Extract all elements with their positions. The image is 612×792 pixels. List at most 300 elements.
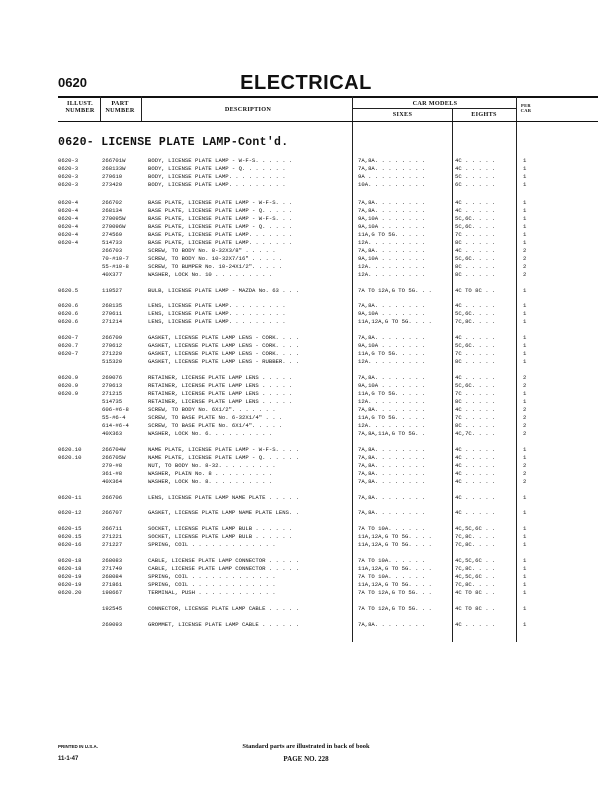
cell-part: 192545 xyxy=(102,605,123,612)
cell-sixes: 7A,8A. . . . . . . . xyxy=(358,157,426,164)
cell-eights: 7C . . . . . xyxy=(455,390,496,397)
cell-eights: 4C,7C. . . . xyxy=(455,430,496,437)
cell-eights: 8C . . . . . xyxy=(455,422,496,429)
cell-part: 279-#8 xyxy=(102,462,123,469)
cell-sixes: 11A,G TO 5G. . . . . xyxy=(358,231,426,238)
table-row xyxy=(0,287,612,295)
cell-per: 1 xyxy=(523,223,527,230)
cell-desc: RETAINER, LICENSE PLATE LAMP LENS . . . . . xyxy=(148,390,293,397)
cell-desc: SPRING, COIL . . . . . . . . . . . . . xyxy=(148,573,276,580)
cell-per: 1 xyxy=(523,173,527,180)
cell-desc: GROMMET, LICENSE PLATE LAMP CABLE . . . . . . xyxy=(148,621,300,628)
cell-part: 268083 xyxy=(102,557,123,564)
cell-part: 110527 xyxy=(102,287,123,294)
header-divider xyxy=(516,96,517,121)
cell-part: 55-#6-4 xyxy=(102,414,126,421)
cell-per: 1 xyxy=(523,310,527,317)
cell-desc: BASE PLATE, LICENSE PLATE LAMP - W-F-S. . . xyxy=(148,215,293,222)
cell-eights: 4C,5C,6C . . xyxy=(455,557,496,564)
cell-part: 273420 xyxy=(102,181,123,188)
cell-desc: CABLE, LICENSE PLATE LAMP CONNECTOR . . . . . xyxy=(148,565,300,572)
header-bottom-rule xyxy=(58,121,598,122)
cell-sixes: 9A,10A . . . . . . . xyxy=(358,310,426,317)
page-title: ELECTRICAL xyxy=(240,72,372,94)
cell-sixes: 7A,8A. . . . . . . . xyxy=(358,621,426,628)
cell-part: 268134 xyxy=(102,207,123,214)
cell-desc: GASKET, LICENSE PLATE LAMP LENS - RUBBER. . . xyxy=(148,358,300,365)
cell-part: 266701W xyxy=(102,157,126,164)
cell-sixes: 11A,12A,G TO 5G. . . . xyxy=(358,565,432,572)
cell-eights: 4C . . . . . xyxy=(455,199,496,206)
cell-per: 1 xyxy=(523,318,527,325)
cell-part: 271861 xyxy=(102,581,123,588)
cell-part: 266709 xyxy=(102,334,123,341)
table-row xyxy=(0,430,612,438)
cell-sixes: 7A TO 10A. . . . . . xyxy=(358,525,426,532)
cell-eights: 4C . . . . . xyxy=(455,470,496,477)
cell-sixes: 10A. . . . . . . . . xyxy=(358,181,426,188)
cell-desc: WASHER, LOCK No. 10 . . . . . . . . . xyxy=(148,271,273,278)
table-row xyxy=(0,557,612,565)
cell-desc: SOCKET, LICENSE PLATE LAMP BULB . . . . . . xyxy=(148,525,293,532)
cell-sixes: 12A. . . . . . . . . xyxy=(358,422,426,429)
table-row xyxy=(0,350,612,358)
cell-sixes: 11A,12A,G TO 5G. . . . xyxy=(358,581,432,588)
cell-per: 2 xyxy=(523,422,527,429)
cell-eights: 5C,6C. . . . xyxy=(455,342,496,349)
cell-part: 266706 xyxy=(102,494,123,501)
cell-sixes: 7A TO 12A,G TO 5G. . . xyxy=(358,287,432,294)
cell-eights: 7C,8C. . . . xyxy=(455,581,496,588)
cell-per: 1 xyxy=(523,231,527,238)
section-code: 0620 xyxy=(58,75,87,90)
cell-sixes: 9A,10A . . . . . . . xyxy=(358,382,426,389)
cell-illus: 0620.6 xyxy=(58,310,79,317)
cell-per: 1 xyxy=(523,581,527,588)
page-number: PAGE NO. 228 xyxy=(283,755,329,763)
cell-illus: 0620.15 xyxy=(58,533,82,540)
col-header-sixes: SIXES xyxy=(392,111,413,118)
cell-per: 1 xyxy=(523,446,527,453)
cell-part: 271749 xyxy=(102,565,123,572)
table-row xyxy=(0,382,612,390)
cell-sixes: 7A,8A. . . . . . . . xyxy=(358,165,426,172)
cell-per: 2 xyxy=(523,271,527,278)
cell-eights: 8C . . . . . xyxy=(455,263,496,270)
cell-per: 1 xyxy=(523,239,527,246)
cell-eights: 8C . . . . . xyxy=(455,239,496,246)
table-row xyxy=(0,414,612,422)
cell-per: 1 xyxy=(523,157,527,164)
table-row xyxy=(0,605,612,613)
header-divider xyxy=(141,96,142,121)
cell-illus: 0620.6 xyxy=(58,318,79,325)
cell-illus: 0620-18 xyxy=(58,557,82,564)
cell-eights: 5C,6C. . . . xyxy=(455,310,496,317)
cell-per: 1 xyxy=(523,358,527,365)
cell-sixes: 9A,10A . . . . . . . xyxy=(358,215,426,222)
cell-part: 514733 xyxy=(102,239,123,246)
cell-desc: BASE PLATE, LICENSE PLATE LAMP. . . . . . . xyxy=(148,231,293,238)
cell-desc: SCREW, TO BASE PLATE No. 6-32X1/4" . . . xyxy=(148,414,283,421)
cell-eights: 4C . . . . . xyxy=(455,406,496,413)
cell-desc: BASE PLATE, LICENSE PLATE LAMP - Q. . . . . xyxy=(148,223,293,230)
table-row xyxy=(0,310,612,318)
cell-part: 514735 xyxy=(102,398,123,405)
cell-eights: 4C . . . . . xyxy=(455,621,496,628)
cell-part: 268133W xyxy=(102,165,126,172)
cell-sixes: 12A. . . . . . . . . xyxy=(358,271,426,278)
cell-desc: SCREW, TO BUMPER No. 10-24X1/2". . . . . xyxy=(148,263,283,270)
table-row xyxy=(0,231,612,239)
table-row xyxy=(0,470,612,478)
table-row xyxy=(0,454,612,462)
cell-desc: GASKET, LICENSE PLATE LAMP NAME PLATE LENS. . xyxy=(148,509,300,516)
cell-desc: NUT, TO BODY No. 8-32. . . . . . . . . xyxy=(148,462,276,469)
cell-per: 2 xyxy=(523,247,527,254)
cell-desc: SOCKET, LICENSE PLATE LAMP BULB . . . . . . xyxy=(148,533,293,540)
cell-eights: 4C TO 8C . . xyxy=(455,589,496,596)
cell-part: 268135 xyxy=(102,302,123,309)
cell-part: 198667 xyxy=(102,589,123,596)
header-subrule xyxy=(352,108,516,109)
table-row xyxy=(0,478,612,486)
cell-per: 1 xyxy=(523,605,527,612)
cell-eights: 4C . . . . . xyxy=(455,494,496,501)
cell-eights: 4C . . . . . xyxy=(455,454,496,461)
cell-desc: CONNECTOR, LICENSE PLATE LAMP CABLE . . . . . xyxy=(148,605,300,612)
cell-per: 1 xyxy=(523,302,527,309)
cell-eights: 7C,8C. . . . xyxy=(455,533,496,540)
cell-desc: NAME PLATE, LICENSE PLATE LAMP - Q. . . . . . xyxy=(148,454,300,461)
cell-per: 1 xyxy=(523,589,527,596)
cell-eights: 4C TO 8C . . xyxy=(455,605,496,612)
cell-sixes: 9A,10A . . . . . . . xyxy=(358,255,426,262)
cell-part: 271220 xyxy=(102,350,123,357)
cell-desc: SCREW, TO BODY No. 10-32X7/16" . . . . . xyxy=(148,255,283,262)
cell-eights: 7C . . . . . xyxy=(455,414,496,421)
cell-desc: BASE PLATE, LICENSE PLATE LAMP - W-F-S. . . xyxy=(148,199,293,206)
cell-per: 1 xyxy=(523,287,527,294)
cell-per: 1 xyxy=(523,573,527,580)
cell-per: 1 xyxy=(523,525,527,532)
cell-sixes: 7A,8A. . . . . . . . xyxy=(358,494,426,501)
cell-desc: SCREW, TO BODY No. 6X1/2". . . . . . . xyxy=(148,406,276,413)
table-row xyxy=(0,181,612,189)
cell-per: 1 xyxy=(523,165,527,172)
cell-illus: 0620-4 xyxy=(58,215,79,222)
cell-desc: SPRING, COIL . . . . . . . . . . . . . xyxy=(148,581,276,588)
cell-per: 1 xyxy=(523,557,527,564)
cell-per: 2 xyxy=(523,263,527,270)
cell-per: 1 xyxy=(523,342,527,349)
cell-per: 2 xyxy=(523,255,527,262)
table-row xyxy=(0,358,612,366)
col-header-part: PART NUMBER xyxy=(105,100,135,114)
cell-per: 2 xyxy=(523,374,527,381)
cell-eights: 8C . . . . . xyxy=(455,398,496,405)
cell-desc: SCREW, TO BASE PLATE No. 6X1/4". . . . . xyxy=(148,422,283,429)
cell-sixes: 11A,G TO 5G. . . . . xyxy=(358,414,426,421)
cell-per: 1 xyxy=(523,454,527,461)
cell-illus: 0620-7 xyxy=(58,334,79,341)
cell-desc: LENS, LICENSE PLATE LAMP. . . . . . . . . xyxy=(148,310,286,317)
table-row xyxy=(0,157,612,165)
cell-sixes: 7A TO 10A. . . . . . xyxy=(358,573,426,580)
table-row xyxy=(0,541,612,549)
cell-sixes: 7A,8A. . . . . . . . xyxy=(358,454,426,461)
table-row xyxy=(0,342,612,350)
table-row xyxy=(0,199,612,207)
cell-part: 270611 xyxy=(102,310,123,317)
cell-desc: GASKET, LICENSE PLATE LAMP LENS - CORK. . . . xyxy=(148,350,300,357)
table-row xyxy=(0,165,612,173)
cell-eights: 7C,8C. . . . xyxy=(455,541,496,548)
cell-illus: 0620-4 xyxy=(58,199,79,206)
cell-desc: GASKET, LICENSE PLATE LAMP LENS - CORK. . . . xyxy=(148,334,300,341)
cell-per: 1 xyxy=(523,181,527,188)
cell-sixes: 12A. . . . . . . . . xyxy=(358,358,426,365)
cell-desc: SPRING, COIL . . . . . . . . . . . . . xyxy=(148,541,276,548)
cell-illus: 0620.6 xyxy=(58,302,79,309)
section-heading: 0620- LICENSE PLATE LAMP-Cont'd. xyxy=(58,136,289,149)
cell-illus: 0620-3 xyxy=(58,173,79,180)
cell-part: 269076 xyxy=(102,374,123,381)
cell-part: 270610 xyxy=(102,173,123,180)
cell-illus: 0620.10 xyxy=(58,446,82,453)
cell-part: 274569 xyxy=(102,231,123,238)
cell-sixes: 7A,8A. . . . . . . . xyxy=(358,462,426,469)
cell-part: 266704W xyxy=(102,446,126,453)
cell-eights: 5C,6C. . . . xyxy=(455,382,496,389)
cell-sixes: 9A . . . . . . . . . xyxy=(358,173,426,180)
cell-desc: LENS, LICENSE PLATE LAMP. . . . . . . . . xyxy=(148,318,286,325)
cell-eights: 4C . . . . . xyxy=(455,302,496,309)
cell-per: 1 xyxy=(523,207,527,214)
cell-eights: 8C . . . . . xyxy=(455,271,496,278)
cell-desc: WASHER, LOCK No. 8. . . . . . . . . . xyxy=(148,478,273,485)
cell-part: 606-#6-8 xyxy=(102,406,129,413)
cell-sixes: 7A,8A. . . . . . . . xyxy=(358,509,426,516)
table-row xyxy=(0,334,612,342)
cell-sixes: 7A,8A. . . . . . . . xyxy=(358,334,426,341)
table-row xyxy=(0,302,612,310)
table-row xyxy=(0,239,612,247)
cell-eights: 4C . . . . . xyxy=(455,446,496,453)
cell-part: 515320 xyxy=(102,358,123,365)
cell-desc: BODY, LICENSE PLATE LAMP. . . . . . . . . xyxy=(148,173,286,180)
cell-desc: BASE PLATE, LICENSE PLATE LAMP. . . . . . . xyxy=(148,239,293,246)
cell-part: 361-#8 xyxy=(102,470,123,477)
cell-part: 40X364 xyxy=(102,478,123,485)
cell-illus: 0620-12 xyxy=(58,509,82,516)
cell-desc: CABLE, LICENSE PLATE LAMP CONNECTOR . . . . . xyxy=(148,557,300,564)
cell-eights: 4C . . . . . xyxy=(455,165,496,172)
table-row xyxy=(0,215,612,223)
cell-part: 270095W xyxy=(102,215,126,222)
table-row xyxy=(0,573,612,581)
table-row xyxy=(0,462,612,470)
cell-desc: BULB, LICENSE PLATE LAMP - MAZDA No. 63 . . . xyxy=(148,287,300,294)
cell-desc: WASHER, LOCK No. 6. . . . . . . . . . xyxy=(148,430,273,437)
cell-illus: 0620.10 xyxy=(58,454,82,461)
cell-eights: 4C . . . . . xyxy=(455,157,496,164)
cell-part: 268084 xyxy=(102,573,123,580)
cell-sixes: 9A,10A . . . . . . . xyxy=(358,342,426,349)
cell-sixes: 12A. . . . . . . . . xyxy=(358,398,426,405)
cell-desc: BASE PLATE, LICENSE PLATE LAMP - Q. . . . . xyxy=(148,207,293,214)
cell-part: 266711 xyxy=(102,525,123,532)
header-divider xyxy=(452,108,453,121)
cell-per: 2 xyxy=(523,414,527,421)
cell-per: 1 xyxy=(523,199,527,206)
cell-eights: 4C . . . . . xyxy=(455,334,496,341)
cell-illus: 0620-4 xyxy=(58,223,79,230)
cell-part: 266703 xyxy=(102,247,123,254)
cell-sixes: 7A,8A. . . . . . . . xyxy=(358,470,426,477)
cell-sixes: 7A,8A. . . . . . . . xyxy=(358,406,426,413)
cell-part: 270613 xyxy=(102,382,123,389)
cell-illus: 0620-16 xyxy=(58,541,82,548)
cell-desc: GASKET, LICENSE PLATE LAMP LENS - CORK. . . . xyxy=(148,342,300,349)
cell-sixes: 7A TO 10A. . . . . . xyxy=(358,557,426,564)
cell-sixes: 11A,G TO 5G. . . . . xyxy=(358,350,426,357)
table-row xyxy=(0,581,612,589)
cell-illus: 0620.5 xyxy=(58,287,79,294)
cell-per: 1 xyxy=(523,533,527,540)
cell-eights: 4C . . . . . xyxy=(455,462,496,469)
cell-part: 266705W xyxy=(102,454,126,461)
table-row xyxy=(0,390,612,398)
cell-sixes: 7A,8A. . . . . . . . xyxy=(358,247,426,254)
cell-part: 271221 xyxy=(102,533,123,540)
cell-desc: LENS, LICENSE PLATE LAMP NAME PLATE . . . . . xyxy=(148,494,300,501)
cell-desc: TERMINAL, PUSH . . . . . . . . . . . . xyxy=(148,589,276,596)
cell-sixes: 7A,8A,11A,G TO 5G. . xyxy=(358,430,426,437)
table-row xyxy=(0,271,612,279)
cell-part: 40X363 xyxy=(102,430,123,437)
cell-per: 2 xyxy=(523,406,527,413)
cell-illus: 0620-4 xyxy=(58,239,79,246)
cell-sixes: 7A TO 12A,G TO 5G. . . xyxy=(358,589,432,596)
cell-desc: LENS, LICENSE PLATE LAMP. . . . . . . . . xyxy=(148,302,286,309)
cell-illus: 0620.9 xyxy=(58,390,79,397)
cell-part: 70-#10-7 xyxy=(102,255,129,262)
cell-per: 1 xyxy=(523,398,527,405)
cell-eights: 5C,6C. . . . xyxy=(455,215,496,222)
table-row xyxy=(0,446,612,454)
cell-desc: BODY, LICENSE PLATE LAMP - W-F-S. . . . . . xyxy=(148,157,293,164)
table-row xyxy=(0,207,612,215)
cell-per: 1 xyxy=(523,334,527,341)
cell-illus: 0620-18 xyxy=(58,565,82,572)
cell-illus: 0620-19 xyxy=(58,581,82,588)
cell-eights: 5C . . . . . xyxy=(455,173,496,180)
cell-per: 2 xyxy=(523,462,527,469)
cell-desc: WASHER, PLAIN No. 8 . . . . . . . . . xyxy=(148,470,273,477)
table-row xyxy=(0,173,612,181)
header-divider xyxy=(100,96,101,121)
cell-part: 266702 xyxy=(102,199,123,206)
cell-per: 1 xyxy=(523,541,527,548)
cell-per: 2 xyxy=(523,478,527,485)
footer-note: Standard parts are illustrated in back of book xyxy=(242,743,370,750)
cell-desc: BODY, LICENSE PLATE LAMP - Q. . . . . . . xyxy=(148,165,286,172)
cell-sixes: 11A,G TO 5G. . . . . xyxy=(358,390,426,397)
cell-eights: 5C,6C. . . . xyxy=(455,255,496,262)
table-row xyxy=(0,318,612,326)
cell-eights: 4C . . . . . xyxy=(455,247,496,254)
cell-illus: 0620-3 xyxy=(58,181,79,188)
cell-eights: 6C . . . . . xyxy=(455,181,496,188)
cell-illus: 0620.7 xyxy=(58,342,79,349)
col-header-eights: EIGHTS xyxy=(471,111,497,118)
cell-per: 2 xyxy=(523,382,527,389)
cell-part: 266707 xyxy=(102,509,123,516)
cell-part: 271214 xyxy=(102,318,123,325)
cell-eights: 7C,8C. . . . xyxy=(455,565,496,572)
cell-per: 2 xyxy=(523,430,527,437)
cell-eights: 4C,5C,6C . . xyxy=(455,525,496,532)
cell-per: 1 xyxy=(523,390,527,397)
cell-desc: BODY, LICENSE PLATE LAMP. . . . . . . . . xyxy=(148,181,286,188)
cell-illus: 0620.9 xyxy=(58,374,79,381)
cell-per: 1 xyxy=(523,565,527,572)
table-row xyxy=(0,374,612,382)
cell-per: 1 xyxy=(523,494,527,501)
cell-desc: NAME PLATE, LICENSE PLATE LAMP - W-F-S. . . . xyxy=(148,446,300,453)
cell-sixes: 7A,8A. . . . . . . . xyxy=(358,478,426,485)
cell-desc: RETAINER, LICENSE PLATE LAMP LENS . . . . . xyxy=(148,374,293,381)
cell-per: 2 xyxy=(523,470,527,477)
table-row xyxy=(0,263,612,271)
cell-illus: 0620-4 xyxy=(58,231,79,238)
printed-in-usa: PRINTED IN U.S.A. xyxy=(58,744,99,749)
cell-sixes: 7A,8A. . . . . . . . xyxy=(358,446,426,453)
cell-sixes: 7A,8A. . . . . . . . xyxy=(358,207,426,214)
table-row xyxy=(0,255,612,263)
cell-illus: 0620-19 xyxy=(58,573,82,580)
cell-illus: 0620-3 xyxy=(58,157,79,164)
cell-part: 271227 xyxy=(102,541,123,548)
cell-sixes: 9A,10A . . . . . . . xyxy=(358,223,426,230)
table-row xyxy=(0,398,612,406)
cell-sixes: 11A,12A,G TO 5G. . . . xyxy=(358,318,432,325)
cell-sixes: 7A,8A. . . . . . . . xyxy=(358,199,426,206)
table-row xyxy=(0,223,612,231)
cell-sixes: 11A,12A,G TO 5G. . . . xyxy=(358,541,432,548)
table-row xyxy=(0,247,612,255)
header-top-rule xyxy=(58,96,598,98)
cell-illus: 0620.9 xyxy=(58,382,79,389)
col-header-description: DESCRIPTION xyxy=(224,106,272,113)
cell-illus: 0620-4 xyxy=(58,207,79,214)
table-row xyxy=(0,525,612,533)
cell-eights: 4C . . . . . xyxy=(455,478,496,485)
table-row xyxy=(0,621,612,629)
table-row xyxy=(0,565,612,573)
cell-illus: 0620-15 xyxy=(58,525,82,532)
cell-part: 614-#6-4 xyxy=(102,422,129,429)
cell-sixes: 12A. . . . . . . . . xyxy=(358,239,426,246)
cell-eights: 4C,5C,6C . . xyxy=(455,573,496,580)
cell-part: 55-#10-8 xyxy=(102,263,129,270)
table-row xyxy=(0,509,612,517)
cell-eights: 4C . . . . . xyxy=(455,374,496,381)
cell-illus: 0620.20 xyxy=(58,589,82,596)
table-row xyxy=(0,406,612,414)
cell-sixes: 12A. . . . . . . . . xyxy=(358,263,426,270)
